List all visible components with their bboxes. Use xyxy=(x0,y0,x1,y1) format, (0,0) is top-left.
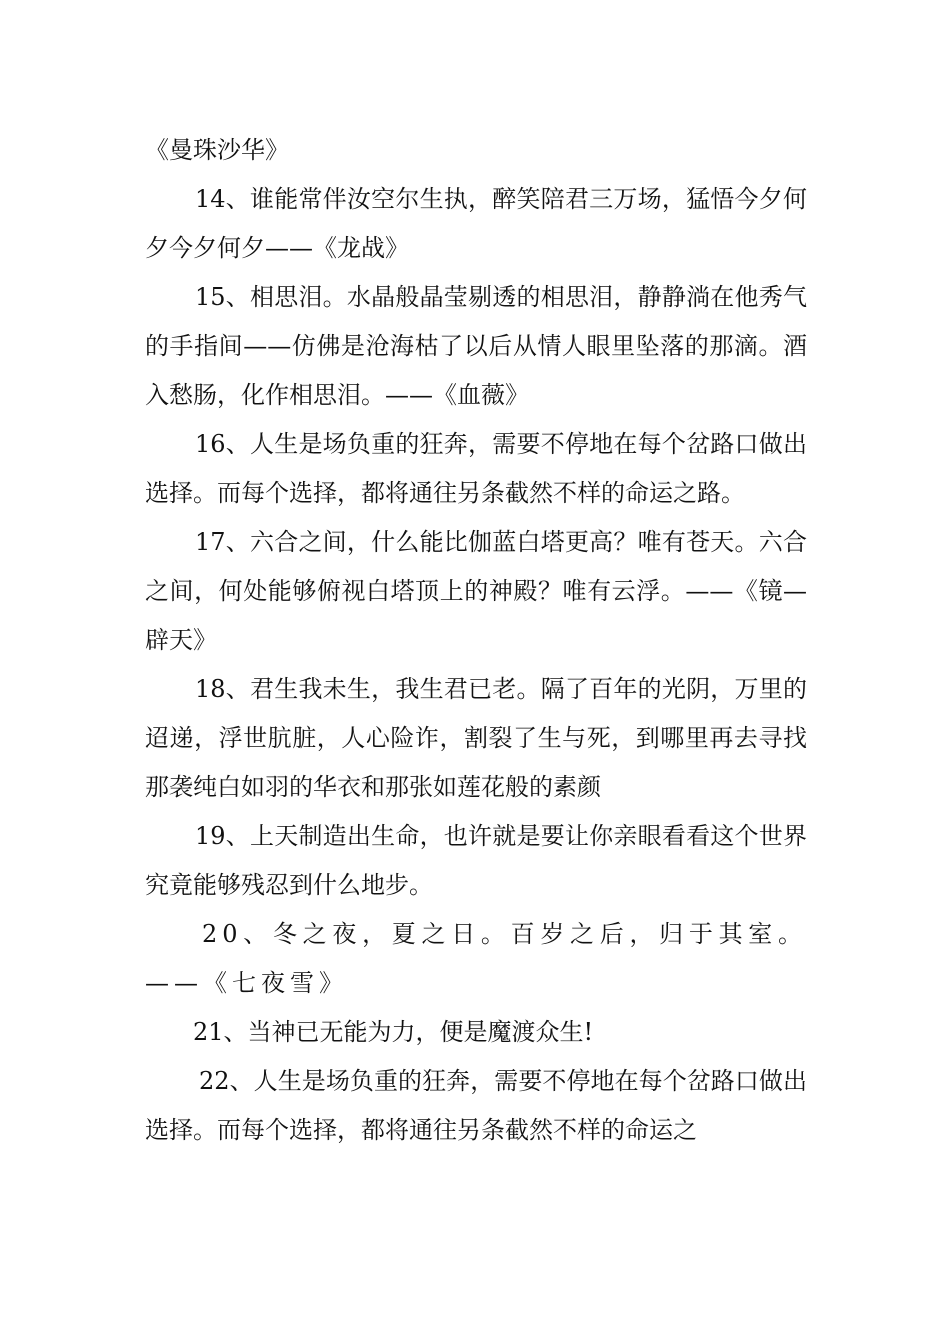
paragraph-13-tail: 《曼珠沙华》 xyxy=(145,136,289,164)
paragraph-19: 19、上天制造出生命，也许就是要让你亲眼看看这个世界究竟能够残忍到什么地步。 xyxy=(145,822,807,899)
paragraph-22: 22、人生是场负重的狂奔，需要不停地在每个岔路口做出选择。而每个选择，都将通往另条截然不样的命运之 xyxy=(145,1067,807,1144)
paragraph-14: 14、谁能常伴汝空尔生执，醉笑陪君三万场，猛悟今夕何夕今夕何夕——《龙战》 xyxy=(145,185,807,262)
paragraph-15: 15、相思泪。水晶般晶莹剔透的相思泪，静静淌在他秀气的手指间——仿佛是沧海枯了以后从情人眼里坠落的那滴。酒入愁肠，化作相思泪。——《血薇》 xyxy=(145,283,807,409)
paragraph-16: 16、人生是场负重的狂奔，需要不停地在每个岔路口做出选择。而每个选择，都将通往另条截然不样的命运之路。 xyxy=(145,430,807,507)
paragraph-21: 21、当神已无能为力，便是魔渡众生! xyxy=(193,1018,594,1046)
document-body xyxy=(145,126,807,1155)
paragraph-17: 17、六合之间，什么能比伽蓝白塔更高？唯有苍天。六合之间，何处能够俯视白塔顶上的神殿？唯有云浮。——《镜—辟天》 xyxy=(145,528,807,654)
paragraph-20: 20、冬之夜，夏之日。百岁之后，归于其室。——《七夜雪》 xyxy=(145,920,807,997)
paragraph-18: 18、君生我未生，我生君已老。隔了百年的光阴，万里的迢递，浮世肮脏，人心险诈，割裂了生与死，到哪里再去寻找那袭纯白如羽的华衣和那张如莲花般的素颜 xyxy=(145,675,807,801)
